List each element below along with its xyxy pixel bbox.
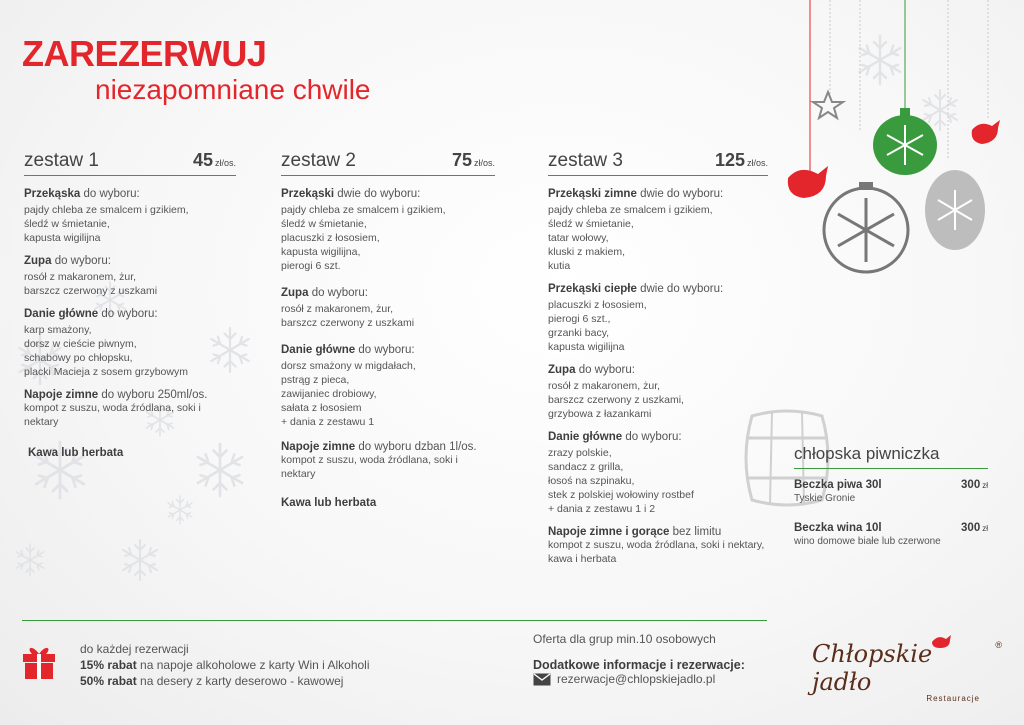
info-title: Dodatkowe informacje i rezerwacje: (533, 658, 745, 672)
gift-icon (22, 644, 56, 680)
set-price: 125 zł/os. (714, 150, 768, 170)
menu-section: Zupa do wyboru: rosół z makaronem, żur, barszcz czerwony z uszkami, grzybowa z łazankami (548, 364, 684, 420)
group-offer-text: Oferta dla grup min.10 osobowych (533, 632, 716, 646)
set-column-3 (548, 150, 768, 566)
piwniczka-section (794, 444, 988, 547)
promo-text: do każdej rezerwacji 15% rabat na napoje alkoholowe z karty Win i Alkoholi 50% rabat na desery z karty deserowo - kawowej (80, 642, 370, 688)
set-price: 45 zł/os. (192, 150, 236, 170)
menu-section: Zupa do wyboru: rosół z makaronem, żur, barszcz czerwony z uszkami (24, 255, 158, 297)
restaurant-logo (812, 640, 1002, 703)
set-name: zestaw 1 (24, 150, 99, 171)
set-header (24, 150, 236, 176)
christmas-ornaments-decoration (770, 0, 1024, 290)
page-title: ZAREZERWUJ (22, 33, 267, 74)
piwniczka-item: Beczka wina 10l 300 zł (794, 522, 988, 534)
menu-extra: Kawa lub herbata (28, 447, 124, 459)
set-name: zestaw 2 (281, 150, 356, 171)
set-header (281, 150, 495, 176)
set-column-2 (281, 150, 495, 509)
bird-icon (930, 632, 952, 648)
logo-name: Chłopskie jadło (812, 640, 933, 696)
piwniczka-item-desc: wino domowe białe lub czerwone (794, 536, 941, 547)
email-link[interactable]: rezerwacje@chlopskiejadlo.pl (557, 672, 716, 686)
menu-section: Danie główne do wyboru: karp smażony, dorsz w cieście piwnym, schabowy po chłopsku, placki Macieja z sosem grzybowym (24, 308, 188, 378)
menu-section: Przekąski dwie do wyboru: pajdy chleba ze smalcem i gzikiem, śledź w śmietanie, placuszki z łososiem, kapusta wigilijna, pierogi 6 szt. (281, 188, 446, 272)
menu-section: Przekąska do wyboru: pajdy chleba ze smalcem i gzikiem, śledź w śmietanie, kapusta wigilijna (24, 188, 189, 244)
envelope-icon (533, 673, 551, 686)
menu-section: Napoje zimne do wyboru 250ml/os. kompot z suszu, woda źródlana, soki i nektary (24, 389, 208, 428)
menu-section: Zupa do wyboru: rosół z makaronem, żur, barszcz czerwony z uszkami (281, 287, 415, 329)
set-column-1 (24, 150, 236, 459)
piwniczka-title: chłopska piwniczka (794, 444, 988, 469)
page-subtitle: niezapomniane chwile (95, 74, 371, 105)
set-header (548, 150, 768, 176)
menu-section: Danie główne do wyboru: dorsz smażony w migdałach, pstrąg z pieca, zawijaniec drobiowy, sałata z łososiem + dania z zestawu 1 (281, 344, 416, 428)
piwniczka-item: Beczka piwa 30l 300 zł (794, 479, 988, 491)
piwniczka-item-desc: Tyskie Gronie (794, 493, 856, 504)
footer-divider (22, 620, 767, 621)
menu-section: Napoje zimne do wyboru dzban 1l/os. kompot z suszu, woda źródlana, soki i nektary (281, 441, 477, 480)
menu-extra: Kawa lub herbata (281, 497, 377, 509)
menu-section: Danie główne do wyboru: zrazy polskie, sandacz z grilla, łosoś na szpinaku, stek z polskiej wołowiny rostbef + dania z zestawu 1 i 2 (548, 431, 694, 515)
menu-section: Przekąski ciepłe dwie do wyboru: placuszki z łososiem, pierogi 6 szt., grzanki bacy, kapusta wigilijna (548, 283, 724, 353)
email-contact[interactable] (533, 672, 715, 686)
registered-mark: ® (995, 640, 1002, 650)
logo-subtitle: Restauracje (926, 694, 980, 703)
menu-section: Przekąski zimne dwie do wyboru: pajdy chleba ze smalcem i gzikiem, śledź w śmietanie, tatar wołowy, kluski z makiem, kutia (548, 188, 724, 272)
set-name: zestaw 3 (548, 150, 623, 171)
set-price: 75 zł/os. (451, 150, 495, 170)
menu-section: Napoje zimne i gorące bez limitu kompot z suszu, woda źródlana, soki i nektary, kawa i herbata (548, 526, 765, 565)
